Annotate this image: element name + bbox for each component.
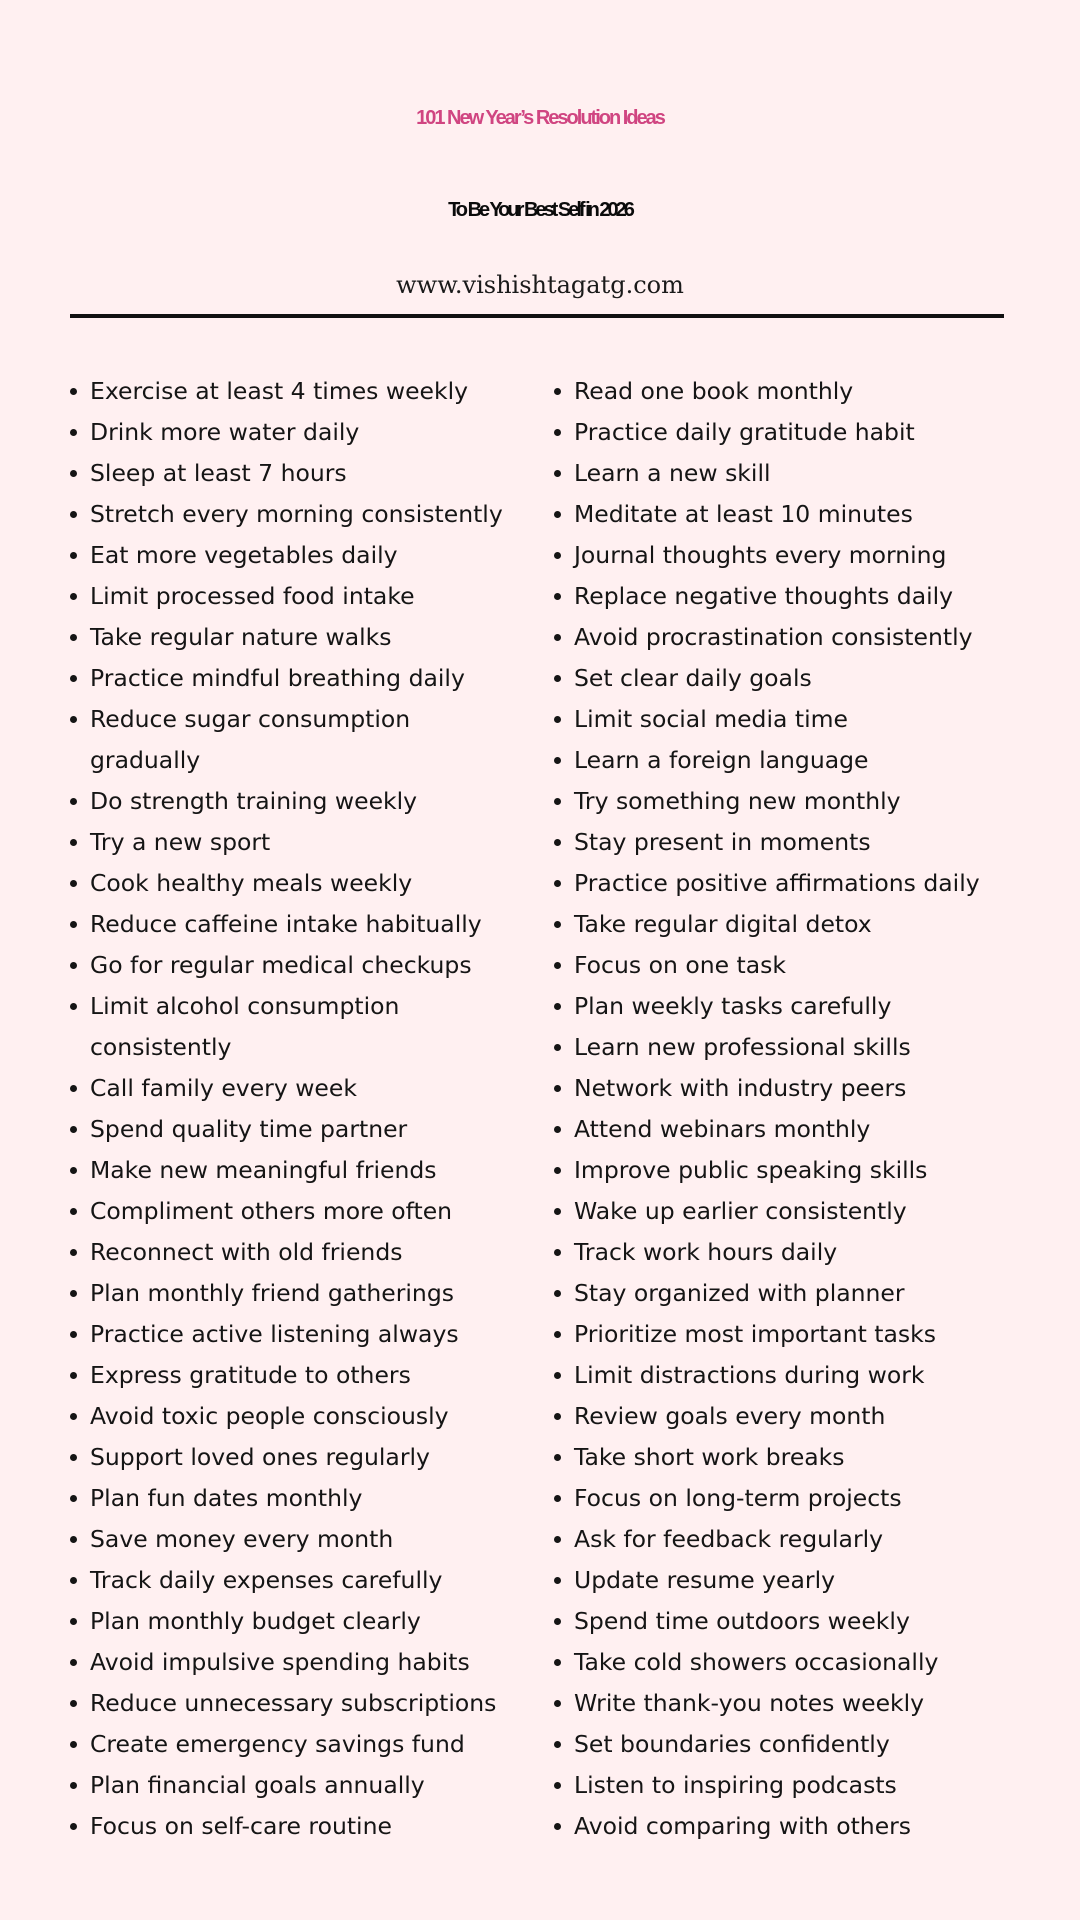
list-item: Track work hours daily (549, 1232, 1019, 1273)
list-item: Take short work breaks (549, 1437, 1019, 1478)
list-item: Create emergency savings fund (65, 1724, 505, 1765)
list-item: Attend webinars monthly (549, 1109, 1019, 1150)
list-item: Try something new monthly (549, 781, 1019, 822)
list-item: Plan monthly friend gatherings (65, 1273, 505, 1314)
list-item: Cook healthy meals weekly (65, 863, 505, 904)
list-item: Improve public speaking skills (549, 1150, 1019, 1191)
list-item: Take regular nature walks (65, 617, 505, 658)
list-item: Compliment others more often (65, 1191, 505, 1232)
list-item: Avoid procrastination consistently (549, 617, 1019, 658)
list-item: Do strength training weekly (65, 781, 505, 822)
page-subtitle: To Be Your Best Self in 2026 (448, 199, 632, 221)
list-item: Learn new professional skills (549, 1027, 1019, 1068)
list-item: Track daily expenses carefully (65, 1560, 505, 1601)
list-item: Try a new sport (65, 822, 505, 863)
list-item: Spend quality time partner (65, 1109, 505, 1150)
list-item: Set boundaries confidently (549, 1724, 1019, 1765)
list-item: Limit distractions during work (549, 1355, 1019, 1396)
list-item: Practice positive affirmations daily (549, 863, 1019, 904)
list-item: Limit processed food intake (65, 576, 505, 617)
list-item: Save money every month (65, 1519, 505, 1560)
list-item: Avoid impulsive spending habits (65, 1642, 505, 1683)
list-item: Express gratitude to others (65, 1355, 505, 1396)
list-item: Reduce sugar consumption gradually (65, 699, 505, 781)
resolution-list-right (549, 371, 1019, 1847)
list-item: Make new meaningful friends (65, 1150, 505, 1191)
list-item: Write thank-you notes weekly (549, 1683, 1019, 1724)
list-item: Focus on long-term projects (549, 1478, 1019, 1519)
list-item: Practice mindful breathing daily (65, 658, 505, 699)
list-item: Meditate at least 10 minutes (549, 494, 1019, 535)
list-item: Focus on self-care routine (65, 1806, 505, 1847)
list-item: Go for regular medical checkups (65, 945, 505, 986)
list-item: Learn a new skill (549, 453, 1019, 494)
list-item: Prioritize most important tasks (549, 1314, 1019, 1355)
list-item: Support loved ones regularly (65, 1437, 505, 1478)
list-item: Reconnect with old friends (65, 1232, 505, 1273)
list-item: Plan fun dates monthly (65, 1478, 505, 1519)
list-item: Wake up earlier consistently (549, 1191, 1019, 1232)
list-item: Limit social media time (549, 699, 1019, 740)
list-item: Avoid comparing with others (549, 1806, 1019, 1847)
list-item: Plan monthly budget clearly (65, 1601, 505, 1642)
list-item: Plan weekly tasks carefully (549, 986, 1019, 1027)
list-item: Spend time outdoors weekly (549, 1601, 1019, 1642)
list-item: Set clear daily goals (549, 658, 1019, 699)
list-item: Drink more water daily (65, 412, 505, 453)
list-item: Focus on one task (549, 945, 1019, 986)
header-divider (70, 314, 1004, 318)
list-item: Review goals every month (549, 1396, 1019, 1437)
list-item: Eat more vegetables daily (65, 535, 505, 576)
list-item: Reduce caffeine intake habitually (65, 904, 505, 945)
page-title: 101 New Year’s Resolution Ideas (416, 107, 664, 129)
list-item: Journal thoughts every morning (549, 535, 1019, 576)
list-item: Avoid toxic people consciously (65, 1396, 505, 1437)
list-item: Update resume yearly (549, 1560, 1019, 1601)
list-item: Ask for feedback regularly (549, 1519, 1019, 1560)
list-item: Practice daily gratitude habit (549, 412, 1019, 453)
list-item: Reduce unnecessary subscriptions (65, 1683, 505, 1724)
list-item: Plan financial goals annually (65, 1765, 505, 1806)
list-item: Call family every week (65, 1068, 505, 1109)
list-item: Take regular digital detox (549, 904, 1019, 945)
list-item: Practice active listening always (65, 1314, 505, 1355)
list-item: Read one book monthly (549, 371, 1019, 412)
list-item: Learn a foreign language (549, 740, 1019, 781)
list-item: Network with industry peers (549, 1068, 1019, 1109)
resolution-list-left (65, 371, 505, 1847)
list-item: Sleep at least 7 hours (65, 453, 505, 494)
list-item: Replace negative thoughts daily (549, 576, 1019, 617)
list-item: Take cold showers occasionally (549, 1642, 1019, 1683)
list-item: Listen to inspiring podcasts (549, 1765, 1019, 1806)
list-item: Exercise at least 4 times weekly (65, 371, 505, 412)
list-item: Limit alcohol consumption consistently (65, 986, 505, 1068)
website-url: www.vishishtagatg.com (396, 271, 684, 299)
list-item: Stay organized with planner (549, 1273, 1019, 1314)
list-item: Stretch every morning consistently (65, 494, 505, 535)
list-item: Stay present in moments (549, 822, 1019, 863)
